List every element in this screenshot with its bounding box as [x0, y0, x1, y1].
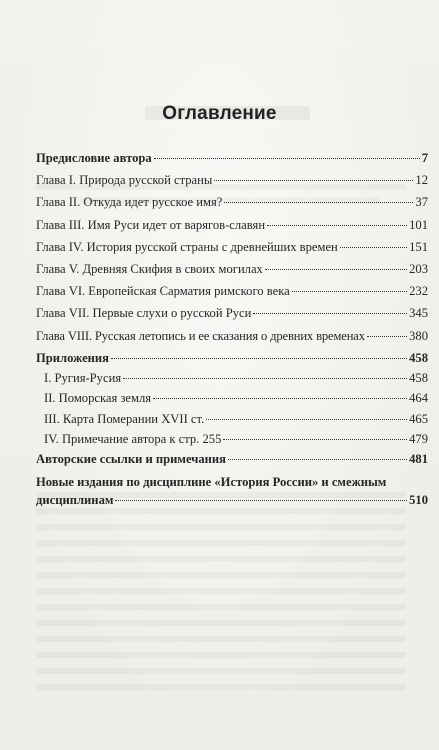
- toc-entry-appendix-1[interactable]: [36, 372, 428, 392]
- dot-leader: [367, 336, 407, 337]
- show-through-mark: [36, 636, 406, 642]
- toc-entry-chapter-3[interactable]: [36, 219, 428, 241]
- toc-entry-chapter-5[interactable]: [36, 263, 428, 285]
- show-through-mark: [36, 620, 406, 626]
- show-through-mark: [36, 684, 406, 690]
- show-through-mark: [36, 508, 406, 514]
- dot-leader: [223, 439, 407, 440]
- toc-entry-chapter-1[interactable]: [36, 174, 428, 196]
- show-through-mark: [36, 556, 406, 562]
- toc-entry-appendix-3[interactable]: [36, 413, 428, 433]
- dot-leader: [153, 398, 407, 399]
- toc-entry-page: 510: [409, 493, 428, 508]
- toc-entry-page: 12: [415, 173, 428, 188]
- toc-entry-page: 465: [409, 411, 428, 426]
- toc-entry-label: Глава V. Древняя Скифия в своих могилах: [36, 261, 263, 276]
- toc-entry-author-notes[interactable]: [36, 453, 428, 474]
- toc-entry-appendices[interactable]: [36, 352, 428, 373]
- dot-leader: [253, 313, 407, 314]
- toc-entry-new-editions[interactable]: [36, 476, 428, 507]
- dot-leader: [154, 158, 420, 159]
- show-through-mark: [36, 604, 406, 610]
- toc-entry-page: 479: [409, 431, 428, 446]
- dot-leader: [206, 419, 407, 420]
- dot-leader: [115, 500, 407, 501]
- toc-entry-label: III. Карта Померании XVII ст.: [44, 411, 205, 426]
- toc-entry-page: 380: [409, 328, 428, 343]
- toc-entry-label: Глава VII. Первые слухи о русской Руси: [36, 306, 252, 321]
- dot-leader: [228, 459, 407, 460]
- show-through-mark: [36, 588, 406, 594]
- toc-entry-page: 101: [409, 217, 428, 232]
- toc-entry-page: 464: [409, 391, 428, 406]
- toc-entry-chapter-4[interactable]: [36, 241, 428, 263]
- dot-leader: [340, 247, 407, 248]
- show-through-mark: [36, 540, 406, 546]
- toc-entry-label: Глава VI. Европейская Сарматия римского века: [36, 284, 290, 299]
- table-of-contents: [36, 152, 428, 507]
- toc-entry-label: II. Поморская земля: [44, 391, 152, 406]
- toc-entry-page: 458: [409, 371, 428, 386]
- toc-entry-chapter-2[interactable]: [36, 196, 428, 218]
- toc-entry-label: Глава I. Природа русской страны: [36, 173, 213, 188]
- toc-entry-appendix-2[interactable]: [36, 392, 428, 412]
- toc-entry-label: Глава II. Откуда идет русское имя?: [36, 195, 223, 210]
- show-through-mark: [36, 572, 406, 578]
- dot-leader: [267, 225, 407, 226]
- toc-entry-chapter-7[interactable]: [36, 307, 428, 329]
- toc-entry-label: IV. Примечание автора к стр. 255: [44, 431, 222, 446]
- show-through-mark: [36, 668, 406, 674]
- toc-entry-label: Глава IV. История русской страны с древнейших времен: [36, 239, 338, 254]
- toc-entry-label: Глава VIII. Русская летопись и ее сказания о древних временах: [36, 328, 365, 343]
- dot-leader: [214, 180, 413, 181]
- toc-entry-appendix-4[interactable]: [36, 433, 428, 453]
- toc-entry-page: 458: [409, 350, 428, 365]
- toc-entry-chapter-8[interactable]: [36, 330, 428, 352]
- show-through-mark: [36, 524, 406, 530]
- toc-entry-preface[interactable]: [36, 152, 428, 174]
- toc-entry-page: 151: [409, 239, 428, 254]
- toc-title: Оглавление: [162, 103, 277, 124]
- toc-entry-label: Авторские ссылки и примечания: [36, 451, 226, 466]
- toc-entry-label: Глава III. Имя Руси идет от варягов-славян: [36, 217, 266, 232]
- toc-entry-label-line2-row: [36, 494, 428, 507]
- toc-entry-chapter-6[interactable]: [36, 285, 428, 307]
- toc-entry-label: Предисловие автора: [36, 151, 152, 165]
- toc-entry-page: 345: [409, 306, 428, 321]
- toc-entry-page: 7: [421, 151, 428, 165]
- toc-entry-label-line2: дисциплинам: [36, 493, 114, 508]
- dot-leader: [292, 291, 407, 292]
- toc-entry-label: I. Ругия-Русия: [44, 371, 122, 386]
- toc-entry-label: Приложения: [36, 350, 109, 365]
- dot-leader: [111, 358, 407, 359]
- toc-entry-page: 232: [409, 284, 428, 299]
- dot-leader: [123, 378, 407, 379]
- toc-entry-page: 481: [409, 451, 428, 466]
- toc-entry-page: 203: [409, 261, 428, 276]
- dot-leader: [265, 269, 407, 270]
- dot-leader: [224, 202, 413, 203]
- toc-entry-page: 37: [415, 195, 428, 210]
- toc-entry-label-line1: Новые издания по дисциплине «История России» и смежным: [36, 475, 387, 490]
- show-through-mark: [36, 652, 406, 658]
